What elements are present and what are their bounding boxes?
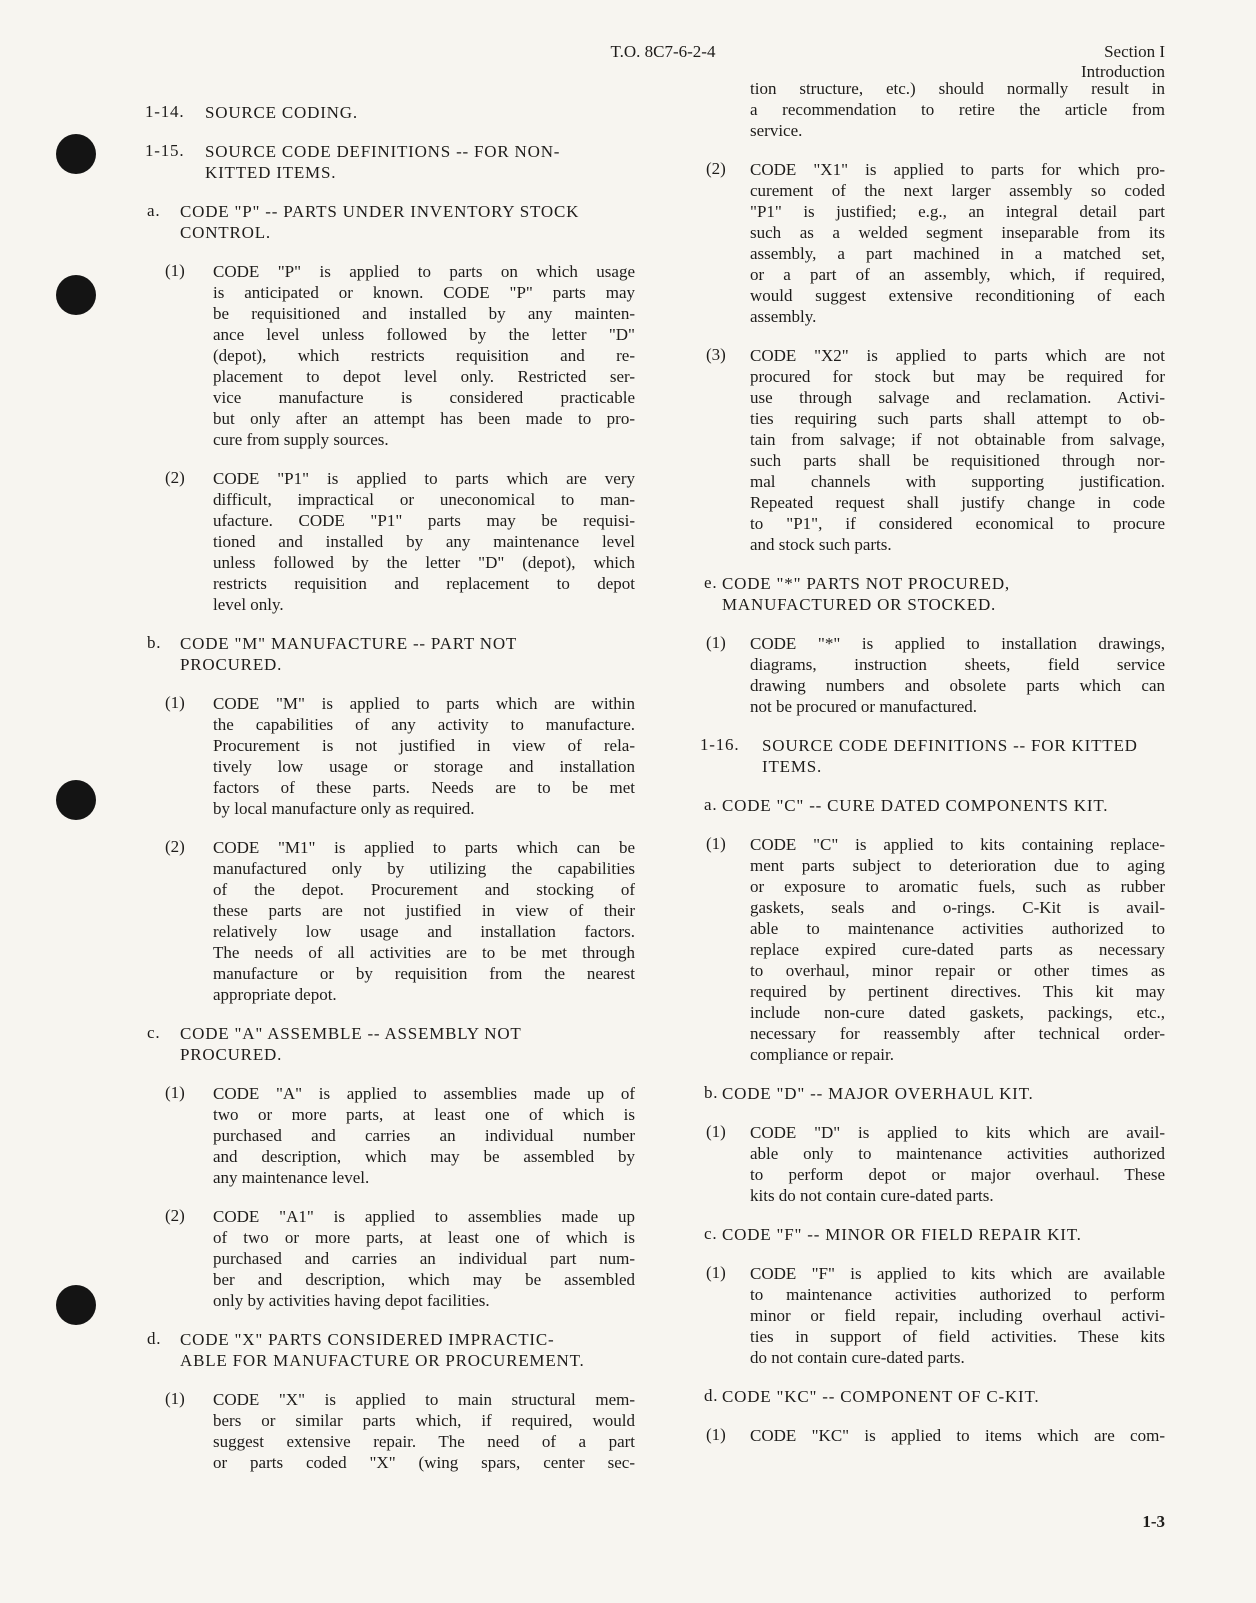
text-line: any maintenance level. <box>213 1168 370 1187</box>
document-number: T.O. 8C7-6-2-4 <box>610 42 716 61</box>
paragraph-label: (3) <box>706 345 726 364</box>
text-line: vice manufacture is considered practicable <box>213 388 635 407</box>
numbered-paragraph <box>700 834 1170 1065</box>
right-column <box>700 78 1170 1464</box>
subsection-heading <box>145 633 640 675</box>
text-line: assembly. <box>750 307 817 326</box>
subsection-heading <box>145 1329 640 1371</box>
text-line: ber and description, which may be assembled <box>213 1270 635 1289</box>
punch-hole <box>56 1285 96 1325</box>
text-line: CODE "*" is applied to installation drawings, <box>750 634 1165 653</box>
text-line: CODE "A1" is applied to assemblies made up <box>213 1207 635 1226</box>
text-line: only by activities having depot facilities. <box>213 1291 490 1310</box>
numbered-paragraph <box>700 1122 1170 1206</box>
numbered-paragraph <box>145 693 640 819</box>
text-line: CODE "A" is applied to assemblies made up of <box>213 1084 635 1103</box>
text-line: CODE "X2" is applied to parts which are not <box>750 346 1165 365</box>
text-line: such as a welded segment inseparable from its <box>750 223 1165 242</box>
paragraph-label: c. <box>147 1023 161 1042</box>
text-line: manufactured only by utilizing the capabilities <box>213 859 635 878</box>
section-heading <box>145 102 640 123</box>
text-line: the capabilities of any activity to manufacture. <box>213 715 635 734</box>
subsection-heading <box>145 1023 640 1065</box>
text-line: ufacture. CODE "P1" parts may be requisi- <box>213 511 635 530</box>
numbered-paragraph <box>145 837 640 1005</box>
text-line: CODE "D" -- MAJOR OVERHAUL KIT. <box>722 1084 1034 1103</box>
paragraph-label: (1) <box>165 693 185 712</box>
text-line: diagrams, instruction sheets, field service <box>750 655 1165 674</box>
numbered-paragraph <box>145 468 640 615</box>
numbered-paragraph <box>700 633 1170 717</box>
text-line: relatively low usage and installation factors. <box>213 922 635 941</box>
text-line: gaskets, seals and o-rings. C-Kit is avail- <box>750 898 1165 917</box>
text-line: CODE "A" ASSEMBLE -- ASSEMBLY NOT <box>180 1024 522 1043</box>
text-line: SOURCE CODING. <box>205 103 358 122</box>
text-line: level only. <box>213 595 284 614</box>
text-line: kits do not contain cure-dated parts. <box>750 1186 994 1205</box>
section-label: Section I <box>1104 42 1165 61</box>
text-line: appropriate depot. <box>213 985 337 1004</box>
left-column <box>145 102 640 1491</box>
text-line: CODE "X1" is applied to parts for which pro- <box>750 160 1165 179</box>
section-heading <box>700 735 1170 777</box>
text-line: a recommendation to retire the article from <box>750 100 1165 119</box>
text-line: purchased and carries an individual number <box>213 1126 635 1145</box>
numbered-paragraph <box>145 261 640 450</box>
paragraph-label: (1) <box>706 834 726 853</box>
text-line: tioned and installed by any maintenance level <box>213 532 635 551</box>
paragraph-label: a. <box>147 201 161 220</box>
text-line: of the depot. Procurement and stocking of <box>213 880 635 899</box>
text-line: curement of the next larger assembly so coded <box>750 181 1165 200</box>
numbered-paragraph <box>700 345 1170 555</box>
text-line: CODE "KC" -- COMPONENT OF C-KIT. <box>722 1387 1040 1406</box>
text-line: such parts shall be requisitioned through nor- <box>750 451 1165 470</box>
paragraph-label: (1) <box>165 1083 185 1102</box>
text-line: SOURCE CODE DEFINITIONS -- FOR NON- <box>205 142 561 161</box>
text-line: Repeated request shall justify change in code <box>750 493 1165 512</box>
text-line: or a part of an assembly, which, if required, <box>750 265 1165 284</box>
paragraph-label: d. <box>704 1386 719 1405</box>
subsection-heading <box>700 1386 1170 1407</box>
text-line: manufacture or by requisition from the nearest <box>213 964 635 983</box>
text-line: by local manufacture only as required. <box>213 799 475 818</box>
text-line: purchased and carries an individual part num- <box>213 1249 635 1268</box>
text-line: assembly, a part machined in a matched set, <box>750 244 1165 263</box>
paragraph-label: e. <box>704 573 718 592</box>
text-line: CODE "M" is applied to parts which are within <box>213 694 635 713</box>
text-line: ITEMS. <box>762 757 823 776</box>
text-line: CONTROL. <box>180 223 271 242</box>
text-line: The needs of all activities are to be met through <box>213 943 635 962</box>
paragraph-label: 1-15. <box>145 141 185 160</box>
text-line: be requisitioned and installed by any mainten- <box>213 304 635 323</box>
text-line: tively low usage or storage and installation <box>213 757 635 776</box>
text-line: to overhaul, minor repair or other times as <box>750 961 1165 980</box>
text-line: CODE "X" is applied to main structural mem- <box>213 1390 635 1409</box>
paragraph-label: b. <box>704 1083 719 1102</box>
numbered-paragraph <box>145 1083 640 1188</box>
text-line: CODE "X" PARTS CONSIDERED IMPRACTIC- <box>180 1330 555 1349</box>
text-line: to perform depot or major overhaul. These <box>750 1165 1165 1184</box>
text-line: ance level unless followed by the letter "D" <box>213 325 635 344</box>
text-line: able to maintenance activities authorized to <box>750 919 1165 938</box>
numbered-paragraph <box>145 1206 640 1311</box>
text-line: able only to maintenance activities authorized <box>750 1144 1165 1163</box>
text-line: CODE "P" -- PARTS UNDER INVENTORY STOCK <box>180 202 580 221</box>
paragraph-label: (2) <box>706 159 726 178</box>
text-line: unless followed by the letter "D" (depot), which <box>213 553 635 572</box>
text-line: ABLE FOR MANUFACTURE OR PROCUREMENT. <box>180 1351 585 1370</box>
page-number: 1-3 <box>1142 1512 1165 1531</box>
text-line: CODE "M" MANUFACTURE -- PART NOT <box>180 634 518 653</box>
paragraph-label: (1) <box>706 1263 726 1282</box>
text-line: compliance or repair. <box>750 1045 894 1064</box>
subsection-heading <box>700 573 1170 615</box>
text-line: but only after an attempt has been made to pro- <box>213 409 635 428</box>
text-line: replace expired cure-dated parts as necessary <box>750 940 1165 959</box>
paragraph-label: c. <box>704 1224 718 1243</box>
text-line: "P1" is justified; e.g., an integral detail part <box>750 202 1165 221</box>
numbered-paragraph <box>700 1425 1170 1446</box>
text-line: PROCURED. <box>180 1045 283 1064</box>
text-line: use through salvage and reclamation. Activi- <box>750 388 1165 407</box>
text-line: suggest extensive repair. The need of a part <box>213 1432 635 1451</box>
text-line: CODE "KC" is applied to items which are com- <box>750 1426 1165 1445</box>
text-line: factors of these parts. Needs are to be met <box>213 778 635 797</box>
text-line: tion structure, etc.) should normally result in <box>750 79 1165 98</box>
text-line: PROCURED. <box>180 655 283 674</box>
paragraph-label: (1) <box>165 1389 185 1408</box>
paragraph-label: (1) <box>706 633 726 652</box>
text-line: CODE "P" is applied to parts on which usage <box>213 262 635 281</box>
paragraph-label: (1) <box>706 1425 726 1444</box>
text-line: CODE "*" PARTS NOT PROCURED, <box>722 574 1010 593</box>
text-line: difficult, impractical or uneconomical to man- <box>213 490 635 509</box>
text-line: procured for stock but may be required for <box>750 367 1165 386</box>
text-line: drawing numbers and obsolete parts which can <box>750 676 1165 695</box>
text-line: Procurement is not justified in view of rela- <box>213 736 635 755</box>
paragraph-label: (1) <box>706 1122 726 1141</box>
paragraph-label: d. <box>147 1329 162 1348</box>
text-line: and stock such parts. <box>750 535 892 554</box>
paragraph-label: 1-14. <box>145 102 185 121</box>
paragraph-label: (2) <box>165 468 185 487</box>
text-line: CODE "D" is applied to kits which are avail- <box>750 1123 1165 1142</box>
paragraph-label: 1-16. <box>700 735 740 754</box>
subsection-heading <box>700 1224 1170 1245</box>
text-line: ties in support of field activities. These kits <box>750 1327 1165 1346</box>
paragraph-label: b. <box>147 633 162 652</box>
text-line: or exposure to aromatic fuels, such as rubber <box>750 877 1165 896</box>
text-line: MANUFACTURED OR STOCKED. <box>722 595 997 614</box>
text-line: CODE "C" -- CURE DATED COMPONENTS KIT. <box>722 796 1109 815</box>
text-line: service. <box>750 121 803 140</box>
text-line: to maintenance activities authorized to perform <box>750 1285 1165 1304</box>
numbered-paragraph <box>145 1389 640 1473</box>
text-line: CODE "P1" is applied to parts which are very <box>213 469 635 488</box>
text-line: KITTED ITEMS. <box>205 163 337 182</box>
text-line: SOURCE CODE DEFINITIONS -- FOR KITTED <box>762 736 1138 755</box>
text-line: ment parts subject to deterioration due to aging <box>750 856 1165 875</box>
paragraph-label: a. <box>704 795 718 814</box>
text-line: and description, which may be assembled by <box>213 1147 635 1166</box>
text-line: restricts requisition and replacement to depot <box>213 574 635 593</box>
text-line: of two or more parts, at least one of which is <box>213 1228 635 1247</box>
text-line: necessary for reassembly after technical order- <box>750 1024 1165 1043</box>
paragraph-label: (1) <box>165 261 185 280</box>
paragraph-label: (2) <box>165 837 185 856</box>
text-line: cure from supply sources. <box>213 430 389 449</box>
subsection-heading <box>700 1083 1170 1104</box>
text-line: required by pertinent directives. This kit may <box>750 982 1165 1001</box>
continued-paragraph <box>700 78 1170 141</box>
punch-hole <box>56 780 96 820</box>
text-line: ties requiring such parts shall attempt to ob- <box>750 409 1165 428</box>
punch-hole <box>56 134 96 174</box>
text-line: tain from salvage; if not obtainable from salvage, <box>750 430 1165 449</box>
text-line: mal channels with supporting justification. <box>750 472 1165 491</box>
text-line: bers or similar parts which, if required, would <box>213 1411 635 1430</box>
text-line: placement to depot level only. Restricted ser- <box>213 367 635 386</box>
text-line: CODE "F" is applied to kits which are available <box>750 1264 1165 1283</box>
text-line: do not contain cure-dated parts. <box>750 1348 965 1367</box>
text-line: CODE "M1" is applied to parts which can be <box>213 838 635 857</box>
subsection-heading <box>700 795 1170 816</box>
text-line: to "P1", if considered economical to procure <box>750 514 1165 533</box>
subsection-heading <box>145 201 640 243</box>
text-line: CODE "F" -- MINOR OR FIELD REPAIR KIT. <box>722 1225 1082 1244</box>
numbered-paragraph <box>700 1263 1170 1368</box>
paragraph-label: (2) <box>165 1206 185 1225</box>
text-line: not be procured or manufactured. <box>750 697 978 716</box>
text-line: two or more parts, at least one of which is <box>213 1105 635 1124</box>
text-line: (depot), which restricts requisition and re- <box>213 346 635 365</box>
section-title: Introduction <box>1080 62 1165 81</box>
text-line: minor or field repair, including overhaul activi- <box>750 1306 1165 1325</box>
text-line: include non-cure dated gaskets, packings, etc., <box>750 1003 1165 1022</box>
text-line: these parts are not justified in view of their <box>213 901 635 920</box>
text-line: would suggest extensive reconditioning of each <box>750 286 1165 305</box>
punch-hole <box>56 275 96 315</box>
numbered-paragraph <box>700 159 1170 327</box>
text-line: is anticipated or known. CODE "P" parts may <box>213 283 635 302</box>
text-line: or parts coded "X" (wing spars, center sec- <box>213 1453 635 1472</box>
text-line: CODE "C" is applied to kits containing replace- <box>750 835 1165 854</box>
section-heading <box>145 141 640 183</box>
